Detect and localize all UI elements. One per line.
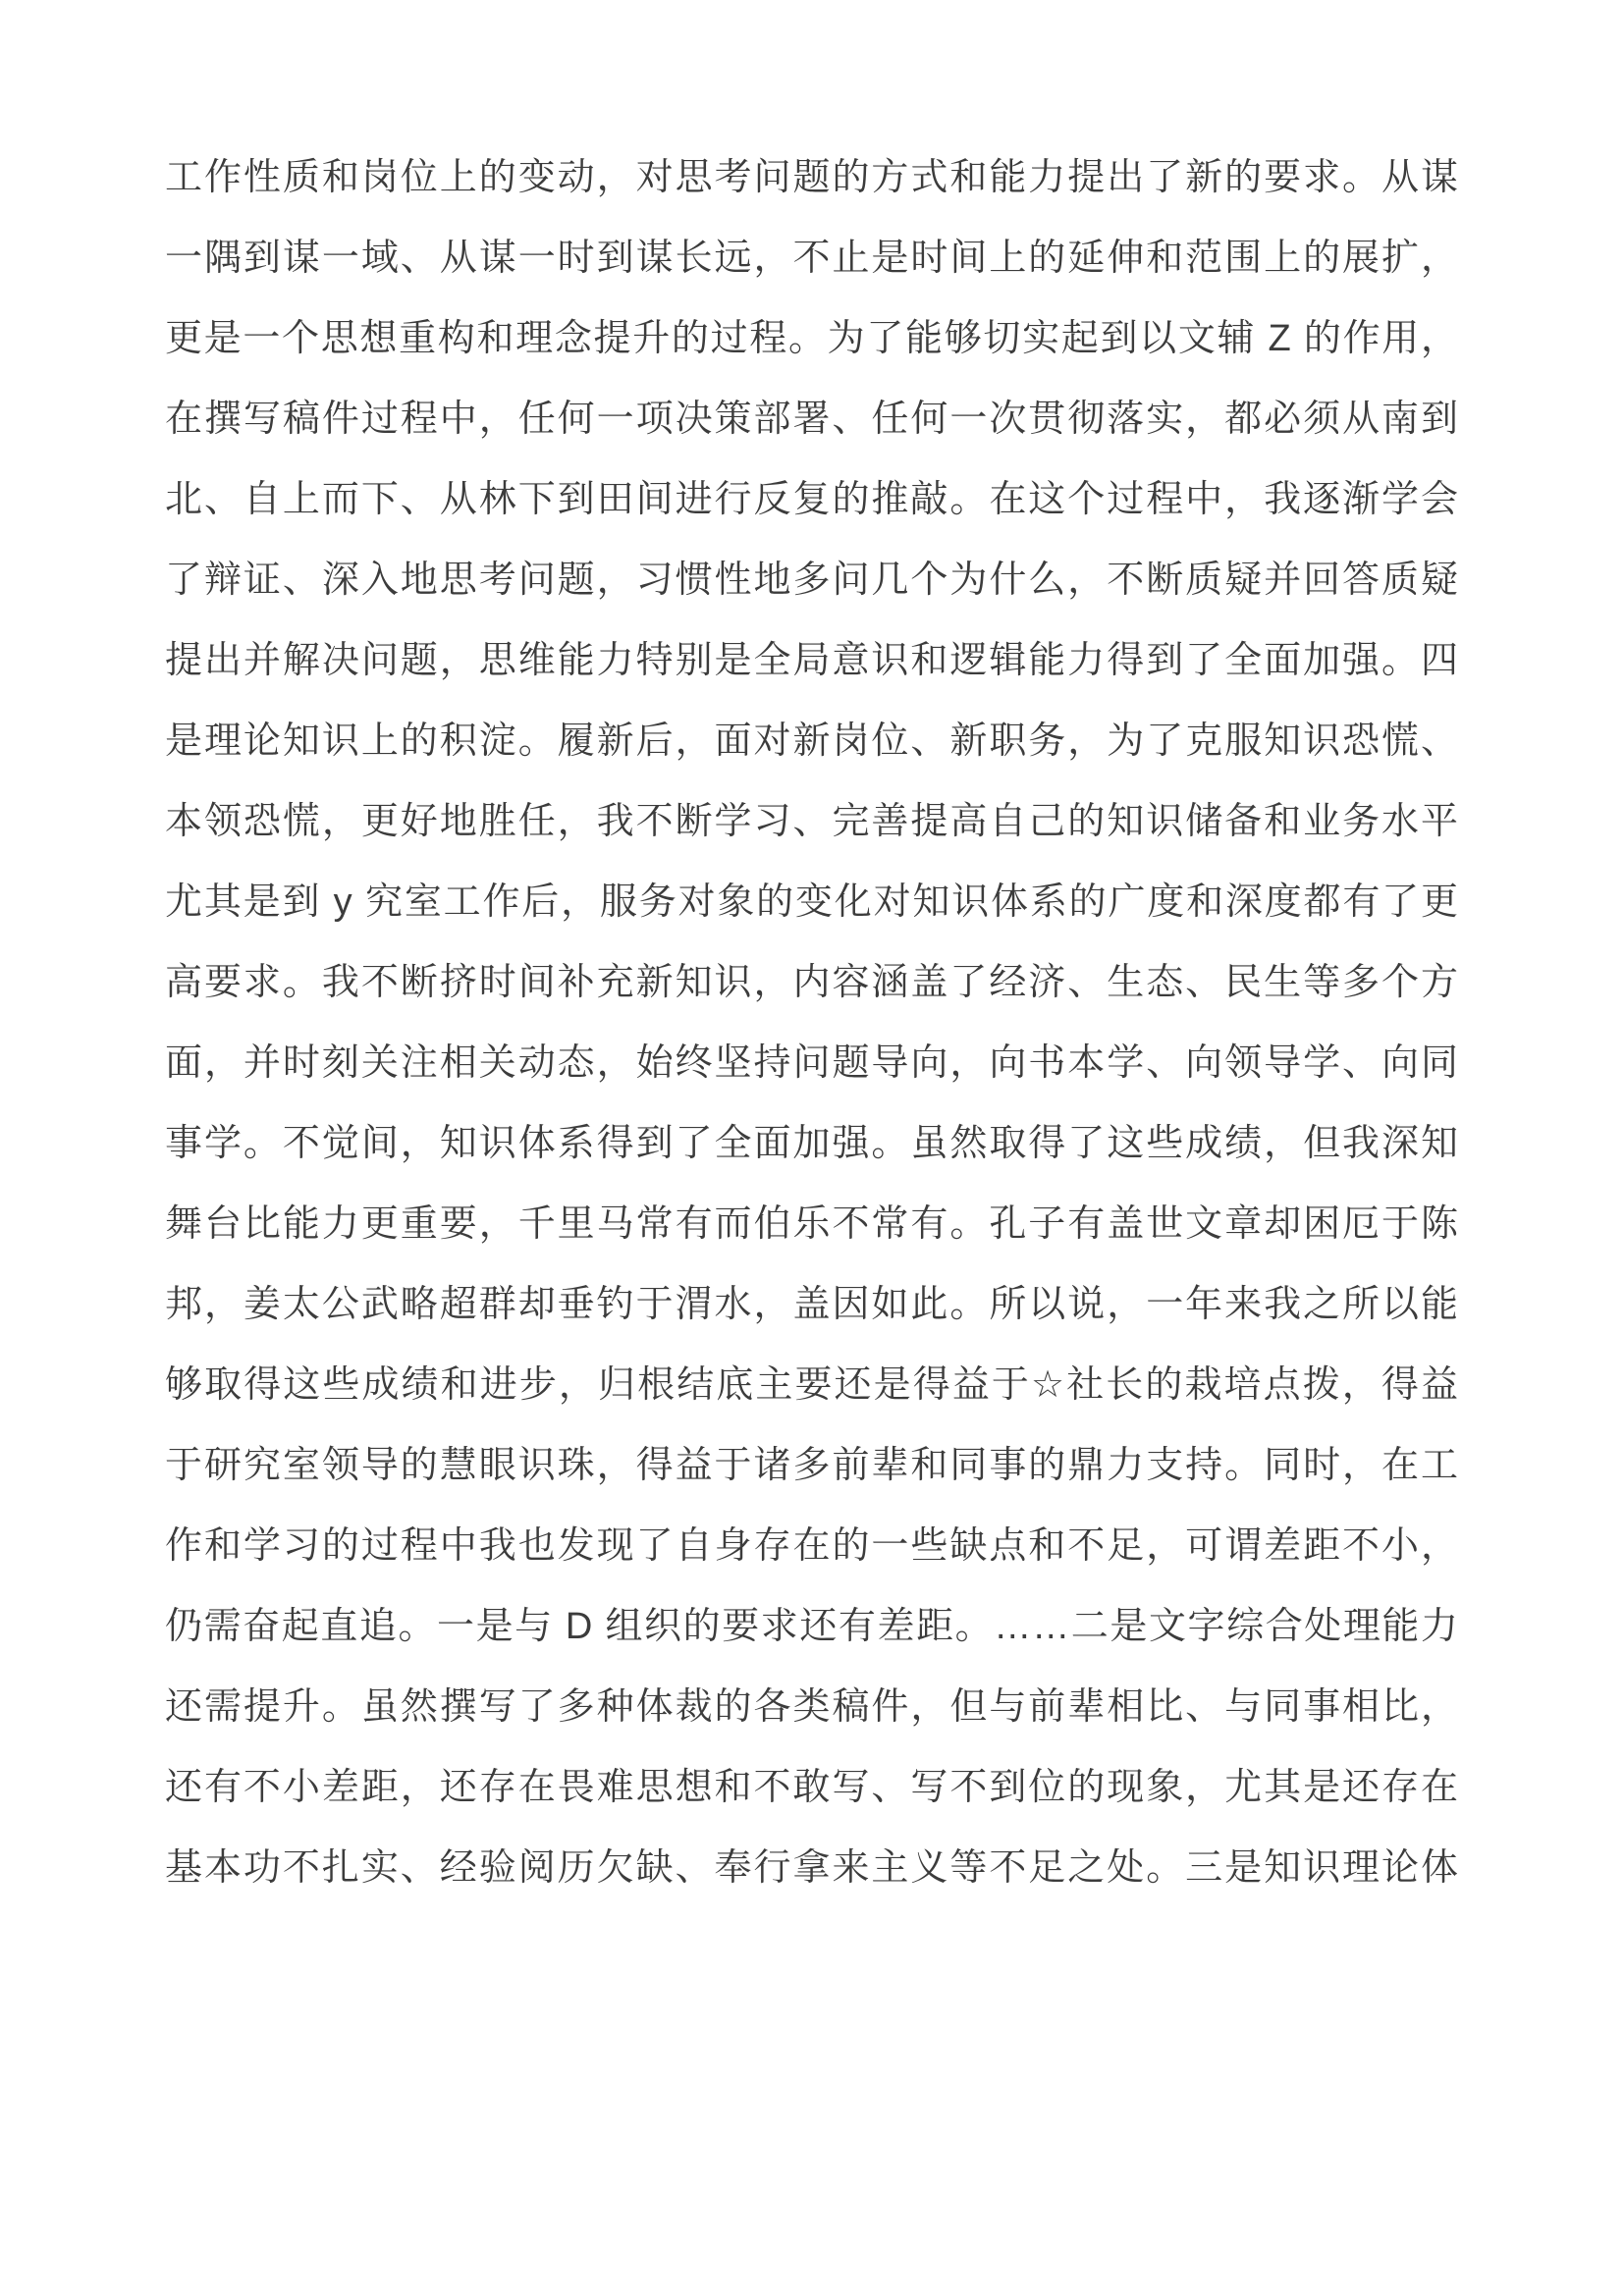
text-line: 仍需奋起直追。一是与 D 组织的要求还有差距。……二是文字综合处理能力 — [165, 1606, 1459, 1647]
text-line: 在撰写稿件过程中，任何一项决策部署、任何一次贯彻落实，都必须从南到 — [165, 399, 1459, 440]
text-line: 工作性质和岗位上的变动，对思考问题的方式和能力提出了新的要求。从谋 — [165, 157, 1459, 198]
text-line: 提出并解决问题，思维能力特别是全局意识和逻辑能力得到了全面加强。四 — [165, 640, 1459, 681]
text-line: 基本功不扎实、经验阅历欠缺、奉行拿来主义等不足之处。三是知识理论体 — [165, 1847, 1459, 1889]
text-line: 作和学习的过程中我也发现了自身存在的一些缺点和不足，可谓差距不小， — [165, 1525, 1459, 1567]
text-line: 还需提升。虽然撰写了多种体裁的各类稿件，但与前辈相比、与同事相比， — [165, 1686, 1459, 1728]
text-line: 了辩证、深入地思考问题，习惯性地多问几个为什么，不断质疑并回答质疑 — [165, 560, 1459, 601]
text-line: 高要求。我不断挤时间补充新知识，内容涵盖了经济、生态、民生等多个方 — [165, 962, 1459, 1003]
text-line: 于研究室领导的慧眼识珠，得益于诸多前辈和同事的鼎力支持。同时，在工 — [165, 1445, 1459, 1486]
text-line: 是理论知识上的积淀。履新后，面对新岗位、新职务，为了克服知识恐慌、 — [165, 721, 1459, 762]
text-line: 本领恐慌，更好地胜任，我不断学习、完善提高自己的知识储备和业务水平 — [165, 801, 1459, 842]
text-line: 还有不小差距，还存在畏难思想和不敢写、写不到位的现象，尤其是还存在 — [165, 1767, 1459, 1808]
text-line: 舞台比能力更重要，千里马常有而伯乐不常有。孔子有盖世文章却困厄于陈 — [165, 1203, 1459, 1245]
text-line: 北、自上而下、从林下到田间进行反复的推敲。在这个过程中，我逐渐学会 — [165, 479, 1459, 520]
text-line: 更是一个思想重构和理念提升的过程。为了能够切实起到以文辅 Z 的作用， — [165, 318, 1459, 359]
text-line: 一隅到谋一域、从谋一时到谋长远，不止是时间上的延伸和范围上的展扩， — [165, 238, 1459, 279]
text-line: 够取得这些成绩和进步，归根结底主要还是得益于☆社长的栽培点拨，得益 — [165, 1364, 1459, 1406]
text-line: 邦，姜太公武略超群却垂钓于渭水，盖因如此。所以说，一年来我之所以能 — [165, 1284, 1459, 1325]
text-line: 面，并时刻关注相关动态，始终坚持问题导向，向书本学、向领导学、向同 — [165, 1042, 1459, 1084]
text-line: 事学。不觉间，知识体系得到了全面加强。虽然取得了这些成绩，但我深知 — [165, 1123, 1459, 1164]
text-line: 尤其是到 y 究室工作后，服务对象的变化对知识体系的广度和深度都有了更 — [165, 881, 1459, 923]
paragraph-body — [165, 137, 1459, 1908]
